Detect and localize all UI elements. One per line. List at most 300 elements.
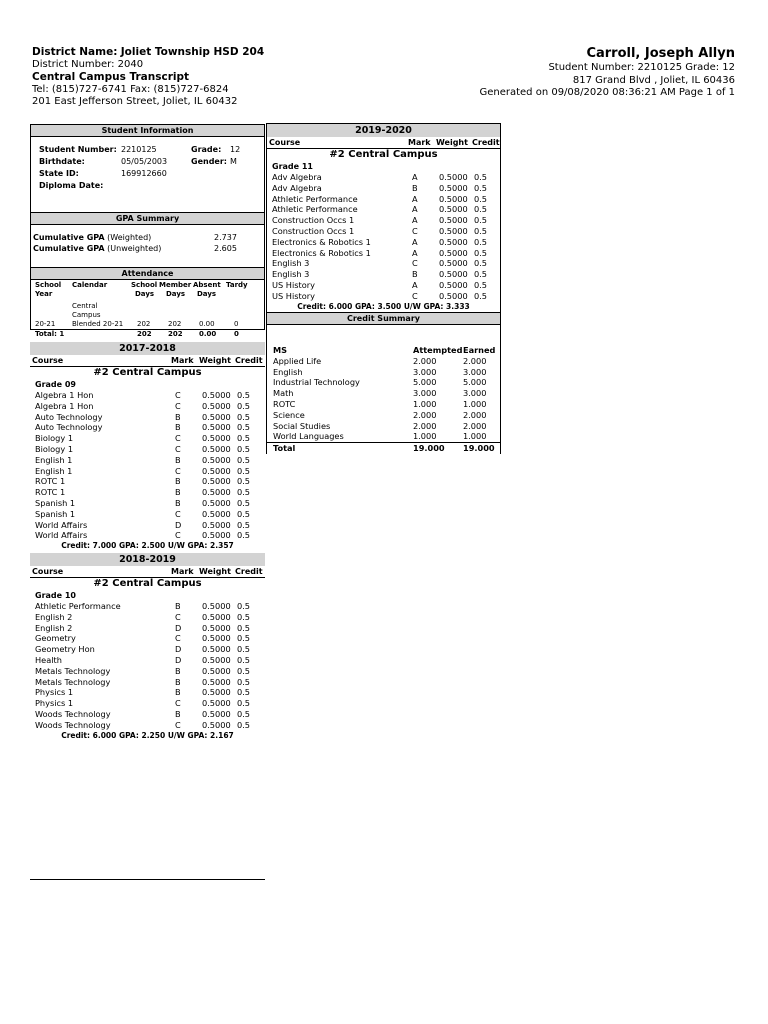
course-weight: 0.5000 (202, 465, 231, 476)
course-mark: B (175, 497, 181, 508)
course-row (30, 476, 265, 487)
att-year: 20-21 (35, 320, 56, 328)
att-calendar-line2: Campus (72, 311, 101, 319)
course-row (30, 666, 265, 677)
course-name: US History (272, 279, 315, 290)
course-name: Athletic Performance (272, 204, 358, 215)
year-title: 2018-2019 (30, 553, 265, 566)
course-row (30, 612, 265, 623)
cs-subject: Math (273, 388, 294, 399)
cs-subject: Applied Life (273, 355, 322, 366)
col-header-course: Course (269, 138, 301, 147)
course-row (267, 215, 500, 226)
course-mark: B (175, 665, 181, 676)
course-mark: A (412, 172, 418, 182)
course-row (30, 709, 265, 720)
student-number-grade: Student Number: 2210125 Grade: 12 (548, 62, 735, 73)
student-name: Carroll, Joseph Allyn (586, 46, 735, 61)
course-row (30, 655, 265, 666)
course-weight: 0.5000 (439, 269, 468, 280)
course-credit: 0.5 (474, 225, 488, 236)
gender-label: Gender: (191, 157, 227, 166)
course-mark: B (412, 269, 418, 280)
course-credit: 0.5 (237, 687, 251, 698)
course-credit: 0.5 (237, 530, 251, 541)
student-address: 817 Grand Blvd , Joliet, IL 60436 (572, 74, 735, 86)
course-weight: 0.5000 (202, 400, 231, 411)
credit-summary-panel (266, 312, 501, 454)
cs-subject: Science (273, 409, 305, 420)
signature-line (30, 879, 265, 880)
course-weight: 0.5000 (202, 443, 231, 454)
col-header-weight: Weight (199, 356, 231, 365)
course-weight: 0.5000 (202, 676, 231, 687)
cs-total-label: Total (273, 443, 296, 454)
course-row (30, 633, 265, 644)
course-weight: 0.5000 (439, 236, 468, 247)
district-number: District Number: 2040 (32, 58, 144, 70)
cs-earned: 1.000 (463, 431, 487, 442)
course-row (30, 530, 265, 541)
course-name: Auto Technology (35, 411, 103, 422)
course-weight: 0.5000 (202, 665, 231, 676)
course-mark: C (175, 719, 181, 730)
student-number-value: 2210125 (121, 145, 157, 154)
year-credit-summary: Credit: 7.000 GPA: 2.500 U/W GPA: 2.357 (61, 541, 234, 551)
cs-attempted: 2.000 (413, 409, 437, 420)
course-credit: 0.5 (237, 644, 251, 655)
course-name: Geometry Hon (35, 644, 95, 655)
course-weight: 0.5000 (202, 708, 231, 719)
course-weight: 0.5000 (202, 633, 231, 644)
state-id-label: State ID: (39, 169, 79, 178)
cs-earned: 5.000 (463, 377, 487, 388)
cs-earned: 3.000 (463, 388, 487, 399)
course-credit: 0.5 (237, 508, 251, 519)
course-row (267, 291, 500, 302)
cs-earned: 2.000 (463, 409, 487, 420)
course-row (30, 412, 265, 423)
course-mark: D (175, 519, 182, 530)
course-name: Geometry (35, 633, 76, 644)
course-weight: 0.5000 (202, 454, 231, 465)
course-mark: B (175, 601, 181, 611)
district-name-line (32, 46, 264, 59)
cs-h-earned: Earned (463, 345, 496, 355)
att-absent-days: 0.00 (199, 320, 215, 328)
course-name: US History (272, 290, 315, 301)
course-name: Biology 1 (35, 433, 74, 444)
cs-earned: 1.000 (463, 398, 487, 409)
att-h-absent: Absent (193, 281, 221, 289)
att-member-days: 202 (168, 320, 182, 328)
course-mark: C (175, 530, 181, 541)
grade-value: 12 (230, 145, 241, 154)
campus-name: #2 Central Campus (329, 149, 438, 160)
course-credit: 0.5 (474, 215, 488, 226)
year-title: 2017-2018 (30, 342, 265, 355)
course-credit: 0.5 (237, 622, 251, 633)
course-weight: 0.5000 (202, 519, 231, 530)
att-calendar: Blended 20-21 (72, 320, 124, 328)
course-credit: 0.5 (474, 279, 488, 290)
course-credit: 0.5 (474, 204, 488, 215)
course-row (30, 498, 265, 509)
course-weight: 0.5000 (439, 247, 468, 258)
credit-summary-row (267, 367, 500, 378)
student-info-fields (31, 137, 264, 212)
cs-subject: ROTC (273, 398, 296, 409)
course-row (267, 258, 500, 269)
col-header-credit: Credit (235, 356, 263, 365)
course-weight: 0.5000 (202, 422, 231, 433)
course-weight: 0.5000 (202, 487, 231, 498)
cs-earned: 3.000 (463, 366, 487, 377)
course-row (267, 237, 500, 248)
course-name: English 3 (272, 269, 310, 280)
course-credit: 0.5 (474, 236, 488, 247)
course-credit: 0.5 (237, 497, 251, 508)
att-h-absent-2: Days (197, 290, 217, 298)
course-mark: B (175, 708, 181, 719)
weighted-gpa-suffix: (Weighted) (107, 233, 152, 242)
grade-level: Grade 11 (272, 162, 313, 171)
course-row (30, 433, 265, 444)
course-name: Electronics & Robotics 1 (272, 247, 371, 258)
grade-level: Grade 10 (35, 591, 76, 600)
course-credit: 0.5 (237, 411, 251, 422)
course-row (30, 487, 265, 498)
course-credit: 0.5 (237, 433, 251, 444)
course-mark: C (175, 400, 181, 411)
birthdate-value: 05/05/2003 (121, 157, 168, 166)
credit-summary-row (267, 431, 500, 442)
course-weight: 0.5000 (202, 390, 231, 400)
course-row (30, 455, 265, 466)
course-weight: 0.5000 (439, 193, 468, 204)
cs-attempted: 5.000 (413, 377, 437, 388)
credit-summary-row (267, 356, 500, 367)
att-total-tardy: 0 (234, 330, 239, 338)
col-header-credit: Credit (472, 138, 500, 147)
course-weight: 0.5000 (202, 687, 231, 698)
course-name: Algebra 1 Hon (35, 400, 94, 411)
course-row (30, 390, 265, 401)
course-weight: 0.5000 (202, 622, 231, 633)
course-credit: 0.5 (237, 390, 251, 400)
student-number-label: Student Number: (39, 145, 117, 154)
year-credit-summary: Credit: 6.000 GPA: 2.250 U/W GPA: 2.167 (61, 730, 234, 740)
course-credit: 0.5 (474, 258, 488, 269)
course-credit: 0.5 (237, 611, 251, 622)
course-weight: 0.5000 (202, 530, 231, 541)
course-mark: D (175, 644, 182, 655)
course-row (267, 183, 500, 194)
course-mark: B (175, 676, 181, 687)
year-section-2018-2019 (30, 553, 265, 741)
cs-earned: 2.000 (463, 420, 487, 431)
course-name: Adv Algebra (272, 182, 322, 193)
att-h-member: Member (159, 281, 192, 289)
weighted-gpa-value: 2.737 (214, 233, 237, 242)
course-row (30, 720, 265, 731)
course-name: Physics 1 (35, 687, 74, 698)
course-mark: B (175, 476, 181, 487)
course-credit: 0.5 (474, 182, 488, 193)
course-column-headers (30, 355, 265, 367)
course-mark: D (175, 654, 182, 665)
course-mark: A (412, 204, 418, 215)
course-mark: C (175, 443, 181, 454)
weighted-gpa-label-text: Cumulative GPA (33, 233, 105, 242)
attendance-title: Attendance (31, 267, 264, 280)
transcript-title: Central Campus Transcript (32, 71, 190, 83)
course-row (30, 509, 265, 520)
att-h-schooldays-2: Days (135, 290, 155, 298)
course-name: Physics 1 (35, 698, 74, 709)
district-phone-fax: Tel: (815)727-6741 Fax: (815)727-6824 (32, 83, 229, 95)
course-name: English 1 (35, 465, 73, 476)
credit-summary-row (267, 399, 500, 410)
course-credit: 0.5 (237, 422, 251, 433)
course-weight: 0.5000 (202, 601, 231, 611)
att-total-absent: 0.00 (199, 330, 217, 338)
course-name: English 3 (272, 258, 310, 269)
cs-h-ms: MS (273, 345, 288, 355)
course-name: Auto Technology (35, 422, 103, 433)
course-mark: C (175, 390, 181, 400)
credit-summary-row (267, 388, 500, 399)
att-h-member-2: Days (166, 290, 186, 298)
birthdate-label: Birthdate: (39, 157, 85, 166)
gender-value: M (230, 157, 237, 166)
att-total-label: Total: 1 (35, 330, 65, 338)
course-row (30, 644, 265, 655)
course-credit: 0.5 (237, 665, 251, 676)
col-header-course: Course (32, 356, 64, 365)
year-credit-summary: Credit: 6.000 GPA: 3.500 U/W GPA: 3.333 (297, 301, 470, 311)
credit-summary-title: Credit Summary (267, 312, 500, 325)
unweighted-gpa-value: 2.605 (214, 244, 237, 253)
course-name: Health (35, 654, 62, 665)
course-name: Spanish 1 (35, 508, 76, 519)
credit-summary-rows (267, 356, 500, 442)
cs-attempted: 3.000 (413, 366, 437, 377)
cs-total-earned: 19.000 (463, 443, 495, 454)
course-credit: 0.5 (474, 172, 488, 182)
course-weight: 0.5000 (202, 611, 231, 622)
cs-total-attempted: 19.000 (413, 443, 445, 454)
course-mark: B (175, 687, 181, 698)
diploma-date-label: Diploma Date: (39, 181, 104, 190)
course-weight: 0.5000 (439, 172, 468, 182)
course-name: Adv Algebra (272, 172, 322, 182)
course-name: Woods Technology (35, 708, 111, 719)
credit-summary-row (267, 410, 500, 421)
student-info-panel (30, 124, 265, 338)
course-weight: 0.5000 (439, 290, 468, 301)
course-mark: B (175, 487, 181, 498)
course-name: World Affairs (35, 530, 88, 541)
unweighted-gpa-suffix: (Unweighted) (107, 244, 162, 253)
course-mark: B (175, 454, 181, 465)
cs-attempted: 1.000 (413, 431, 437, 442)
state-id-value: 169912660 (121, 169, 167, 178)
course-name: English 1 (35, 454, 73, 465)
cs-attempted: 2.000 (413, 420, 437, 431)
course-mark: C (412, 258, 418, 269)
course-weight: 0.5000 (202, 433, 231, 444)
course-weight: 0.5000 (439, 204, 468, 215)
campus-name: #2 Central Campus (93, 367, 202, 378)
campus-name: #2 Central Campus (93, 578, 202, 589)
course-weight: 0.5000 (202, 497, 231, 508)
course-name: Metals Technology (35, 665, 111, 676)
unweighted-gpa-label-text: Cumulative GPA (33, 244, 105, 253)
col-header-mark: Mark (408, 138, 431, 147)
district-name-label: District Name: (32, 46, 118, 58)
att-school-days: 202 (137, 320, 151, 328)
course-weight: 0.5000 (202, 654, 231, 665)
course-row (267, 280, 500, 291)
cs-subject: Social Studies (273, 420, 331, 431)
course-credit: 0.5 (237, 676, 251, 687)
course-credit: 0.5 (237, 654, 251, 665)
course-weight: 0.5000 (202, 411, 231, 422)
credit-summary-total (267, 442, 500, 454)
course-name: Construction Occs 1 (272, 215, 355, 226)
attendance-table (31, 280, 264, 344)
district-header (32, 46, 264, 109)
course-credit: 0.5 (237, 400, 251, 411)
cs-attempted: 2.000 (413, 355, 437, 366)
course-name: Metals Technology (35, 676, 111, 687)
course-row (267, 204, 500, 215)
course-name: Spanish 1 (35, 497, 76, 508)
course-mark: B (175, 411, 181, 422)
unweighted-gpa-label (33, 244, 161, 255)
district-name: Joliet Township HSD 204 (120, 46, 265, 58)
year-section-2019-2020 (266, 123, 501, 312)
credit-summary-header (267, 345, 500, 356)
course-credit: 0.5 (237, 719, 251, 730)
course-mark: C (175, 465, 181, 476)
att-total-member-days: 202 (168, 330, 183, 338)
att-calendar-line1: Central (72, 302, 98, 310)
course-mark: A (412, 247, 418, 258)
cs-attempted: 3.000 (413, 388, 437, 399)
course-credit: 0.5 (237, 476, 251, 487)
course-mark: C (175, 508, 181, 519)
course-credit: 0.5 (237, 465, 251, 476)
course-weight: 0.5000 (439, 215, 468, 226)
course-name: Algebra 1 Hon (35, 390, 94, 400)
course-weight: 0.5000 (202, 719, 231, 730)
course-row (30, 422, 265, 433)
att-tardy: 0 (234, 320, 239, 328)
att-h-calendar: Calendar (72, 281, 108, 289)
course-row (267, 248, 500, 259)
year-title: 2019-2020 (267, 124, 500, 137)
course-name: Athletic Performance (35, 601, 121, 611)
student-info-title: Student Information (31, 125, 264, 137)
course-weight: 0.5000 (439, 279, 468, 290)
col-header-weight: Weight (436, 138, 468, 147)
col-header-mark: Mark (171, 356, 194, 365)
course-name: Woods Technology (35, 719, 111, 730)
student-header (479, 46, 735, 100)
course-name: Biology 1 (35, 443, 74, 454)
course-row (30, 401, 265, 412)
course-mark: B (412, 182, 418, 193)
course-weight: 0.5000 (439, 258, 468, 269)
gpa-summary-title: GPA Summary (31, 212, 264, 225)
course-name: English 2 (35, 611, 73, 622)
course-mark: A (412, 279, 418, 290)
course-weight: 0.5000 (439, 225, 468, 236)
course-mark: B (175, 422, 181, 433)
course-row (30, 520, 265, 531)
course-credit: 0.5 (474, 290, 488, 301)
course-weight: 0.5000 (202, 644, 231, 655)
course-credit: 0.5 (237, 708, 251, 719)
course-row (30, 698, 265, 709)
att-h-tardy: Tardy (226, 281, 248, 289)
course-name: Electronics & Robotics 1 (272, 236, 371, 247)
cs-h-attempted: Attempted (413, 345, 463, 355)
att-total-school-days: 202 (137, 330, 152, 338)
course-row (30, 466, 265, 477)
course-credit: 0.5 (474, 269, 488, 280)
generated-timestamp: Generated on 09/08/2020 08:36:21 AM Page 1 of 1 (479, 87, 735, 98)
course-row (30, 623, 265, 634)
course-credit: 0.5 (237, 443, 251, 454)
course-mark: D (175, 622, 182, 633)
grade-level: Grade 09 (35, 380, 76, 389)
course-row (267, 194, 500, 205)
att-h-schooldays: School (131, 281, 158, 289)
course-mark: C (412, 225, 418, 236)
course-name: ROTC 1 (35, 487, 66, 498)
district-address: 201 East Jefferson Street, Joliet, IL 60432 (32, 96, 238, 107)
cs-subject: World Languages (273, 431, 344, 442)
course-column-headers (267, 137, 500, 149)
course-weight: 0.5000 (202, 476, 231, 487)
att-h-year: Year (35, 290, 53, 298)
col-header-credit: Credit (235, 567, 263, 576)
course-name: World Affairs (35, 519, 88, 530)
course-credit: 0.5 (237, 698, 251, 709)
year-section-2017-2018 (30, 342, 265, 551)
credit-summary-row (267, 377, 500, 388)
course-weight: 0.5000 (202, 698, 231, 709)
cs-earned: 2.000 (463, 355, 487, 366)
course-row (267, 226, 500, 237)
course-mark: C (175, 433, 181, 444)
course-credit: 0.5 (237, 454, 251, 465)
course-mark: C (175, 698, 181, 709)
course-mark: C (175, 633, 181, 644)
course-name: Athletic Performance (272, 193, 358, 204)
course-mark: A (412, 236, 418, 247)
course-row (267, 172, 500, 183)
course-credit: 0.5 (237, 601, 251, 611)
course-credit: 0.5 (474, 193, 488, 204)
att-h-school: School (35, 281, 62, 289)
col-header-mark: Mark (171, 567, 194, 576)
course-name: English 2 (35, 622, 73, 633)
course-mark: C (175, 611, 181, 622)
